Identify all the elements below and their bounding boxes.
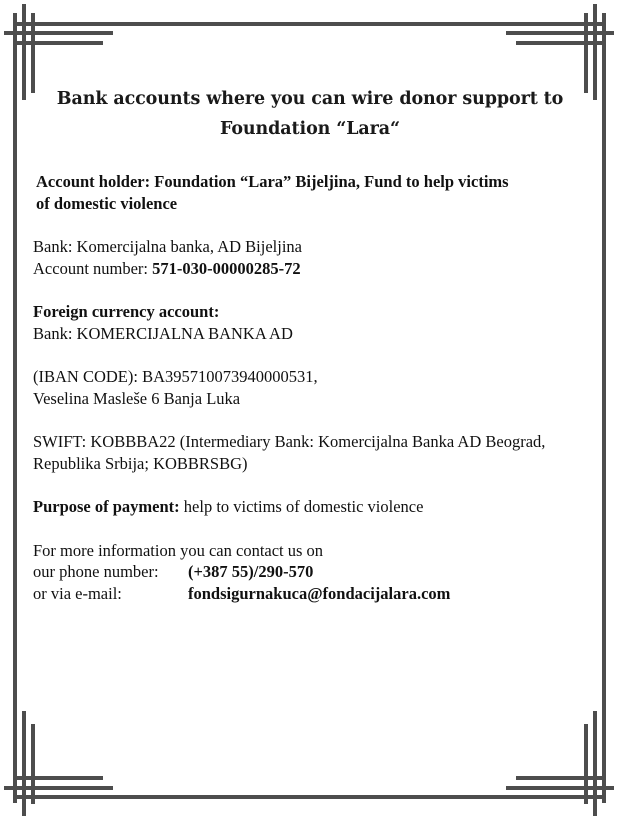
title-line: Bank accounts where you can wire donor support to <box>56 89 564 109</box>
page-title <box>0 84 620 144</box>
frame-bar <box>593 711 597 816</box>
contact-info <box>33 540 608 605</box>
bank-name: Bank: Komercijalna banka, AD Bijeljina <box>33 237 302 256</box>
foreign-heading: Foreign currency account: <box>33 302 220 321</box>
account-holder <box>33 171 608 214</box>
document-body <box>33 171 608 604</box>
domestic-account <box>33 236 608 279</box>
account-holder-line: of domestic violence <box>36 193 178 213</box>
frame-bar <box>4 31 113 35</box>
frame-bar <box>13 22 605 26</box>
frame-bar <box>13 795 605 799</box>
contact-intro: For more information you can contact us on <box>33 540 324 560</box>
purpose-of-payment <box>33 496 608 518</box>
phone-label: our phone number: <box>33 562 159 581</box>
account-number-label: Account number: <box>33 258 153 278</box>
swift-line: SWIFT: KOBBBA22 (Intermediary Bank: Komercijalna Banka AD Beograd, <box>33 432 546 451</box>
frame-bar <box>506 786 614 790</box>
frame-bar <box>13 776 103 780</box>
email-label: or via e-mail: <box>33 583 122 603</box>
phone-row <box>33 561 608 583</box>
swift-line: Republika Srbija; KOBBRSBG) <box>33 453 248 473</box>
frame-bar <box>506 31 614 35</box>
phone-number[interactable]: (+387 55)/290-570 <box>188 562 314 581</box>
frame-bar <box>13 41 103 45</box>
foreign-bank: Bank: KOMERCIJALNA BANKA AD <box>33 323 293 343</box>
purpose-label: Purpose of payment: <box>33 497 180 516</box>
frame-bar <box>22 711 26 816</box>
account-number-line <box>33 258 608 280</box>
frame-bar <box>516 41 606 45</box>
iban-code[interactable]: (IBAN CODE): BA395710073940000531, <box>33 367 318 386</box>
email-row <box>33 583 608 605</box>
title-line: Foundation “Lara“ <box>219 119 401 139</box>
frame-bar <box>4 786 113 790</box>
email-link[interactable]: fondsigurnakuca@fondacijalara.com <box>188 583 451 603</box>
purpose-value: help to victims of domestic violence <box>179 497 424 516</box>
foreign-account <box>33 301 608 474</box>
frame-bar <box>516 776 606 780</box>
frame-bar <box>584 13 588 93</box>
account-number[interactable]: 571-030-00000285-72 <box>152 258 301 278</box>
frame-bar <box>584 724 588 804</box>
bank-address: Veselina Masleše 6 Banja Luka <box>33 388 241 408</box>
frame-bar <box>31 724 35 804</box>
account-holder-line: Account holder: Foundation “Lara” Bijeljina, Fund to help victims <box>36 172 509 191</box>
